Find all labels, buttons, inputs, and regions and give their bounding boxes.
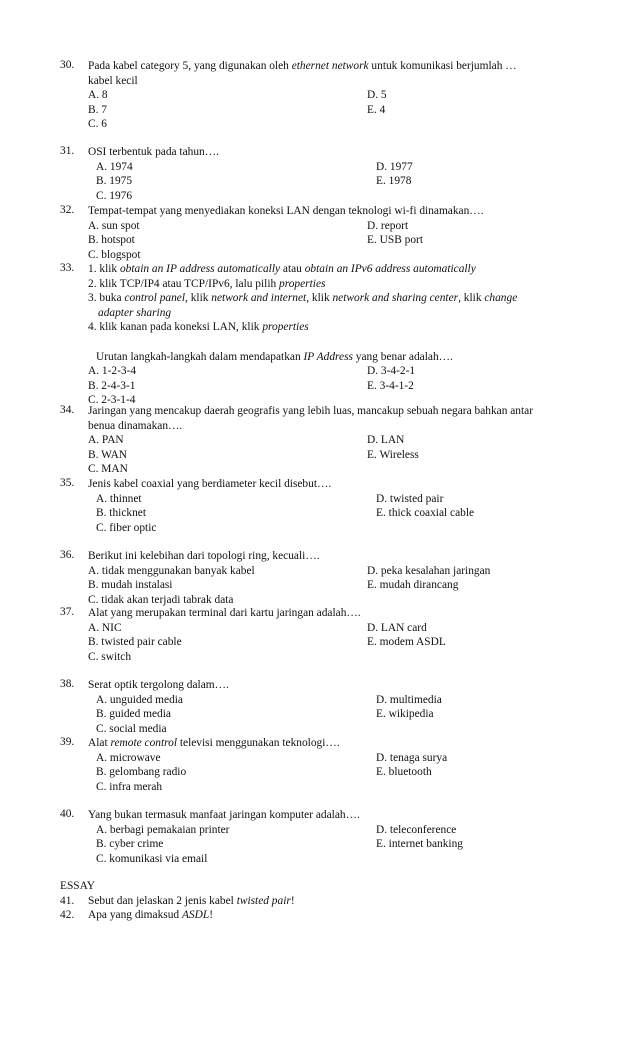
option-d: D. LAN card: [367, 621, 427, 634]
option-c: C. MAN: [88, 463, 128, 476]
option-a: A. 1-2-3-4: [88, 365, 137, 378]
question-number: 39.: [60, 736, 75, 748]
question-number: 37.: [60, 606, 75, 618]
option-d: D. teleconference: [376, 823, 457, 836]
essay-heading: ESSAY: [60, 880, 96, 892]
question-number: 30.: [60, 59, 75, 71]
option-b: B. thicknet: [96, 507, 146, 520]
question-number: 40.: [60, 808, 75, 820]
step-3: 3. buka control panel, klik network and internet, klik network and sharing center, klik change: [88, 292, 518, 305]
option-c: C. komunikasi via email: [96, 852, 208, 865]
step-3-continued: adapter sharing: [98, 306, 172, 319]
step-1: 1. klik obtain an IP address automatically atau obtain an IPv6 address automatically: [88, 263, 476, 275]
question-stem: OSI terbentuk pada tahun….: [88, 146, 219, 158]
option-b: B. twisted pair cable: [88, 636, 182, 649]
question-number: 33.: [60, 262, 75, 274]
option-b: B. guided media: [96, 708, 171, 721]
option-c: C. social media: [96, 722, 167, 735]
question-stem: Alat yang merupakan terminal dari kartu jaringan adalah….: [88, 607, 361, 619]
question-stem: Tempat-tempat yang menyediakan koneksi LAN dengan teknologi wi-fi dinamakan….: [88, 205, 484, 217]
essay-question-41: 41. Sebut dan jelaskan 2 jenis kabel twisted pair!: [60, 894, 295, 907]
option-d: D. LAN: [367, 434, 405, 447]
question-stem: Berikut ini kelebihan dari topologi ring, kecuali….: [88, 550, 320, 562]
option-b: B. 2-4-3-1: [88, 379, 136, 392]
question-number: 35.: [60, 477, 75, 489]
option-a: A. sun spot: [88, 219, 140, 232]
option-e: E. mudah dirancang: [367, 579, 459, 592]
option-b: B. 1975: [96, 175, 133, 188]
option-e: E. modem ASDL: [367, 636, 446, 649]
option-b: B. 7: [88, 103, 107, 116]
option-d: D. peka kesalahan jaringan: [367, 564, 491, 577]
option-e: E. thick coaxial cable: [376, 507, 475, 520]
question-stem: Yang bukan termasuk manfaat jaringan komputer adalah….: [88, 809, 360, 821]
option-d: D. 5: [367, 89, 387, 102]
option-d: D. tenaga surya: [376, 751, 448, 764]
option-e: E. 3-4-1-2: [367, 379, 414, 392]
option-e: E. 4: [367, 103, 386, 116]
step-2: 2. klik TCP/IP4 atau TCP/IPv6, lalu pilih properties: [88, 277, 326, 290]
question-stem: Alat remote control televisi menggunakan teknologi….: [88, 737, 340, 749]
option-a: A. PAN: [88, 434, 124, 447]
option-a: A. microwave: [96, 751, 161, 764]
question-stem-line-2: kabel kecil: [88, 74, 138, 87]
question-stem-line-1: Pada kabel category 5, yang digunakan oleh ethernet network untuk komunikasi berjumlah …: [88, 60, 517, 72]
option-a: A. NIC: [88, 621, 122, 634]
question-number: 31.: [60, 145, 75, 157]
option-e: E. USB port: [367, 234, 424, 247]
question-stem: Serat optik tergolong dalam….: [88, 679, 229, 691]
question-ask: Urutan langkah-langkah dalam mendapatkan IP Address yang benar adalah….: [96, 350, 453, 363]
option-a: A. 1974: [96, 160, 133, 173]
question-number: 34.: [60, 404, 75, 416]
question-31: [60, 145, 580, 203]
option-d: D. 3-4-2-1: [367, 365, 416, 378]
option-b: B. mudah instalasi: [88, 579, 173, 592]
option-b: B. gelombang radio: [96, 766, 187, 779]
option-e: E. bluetooth: [376, 766, 432, 779]
option-a: A. 8: [88, 89, 108, 102]
question-number: 36.: [60, 549, 75, 561]
option-c: C. tidak akan terjadi tabrak data: [88, 593, 234, 606]
option-e: E. internet banking: [376, 838, 463, 851]
option-c: C. 1976: [96, 189, 133, 202]
question-40: [60, 808, 580, 866]
question-stem-line-1: Jaringan yang mencakup daerah geografis yang lebih luas, mancakup sebuah negara bahkan antar: [88, 405, 534, 417]
question-30: [60, 59, 580, 132]
option-c: C. 6: [88, 118, 107, 131]
option-e: E. wikipedia: [376, 708, 434, 721]
essay-section: [60, 879, 295, 923]
option-c: C. switch: [88, 650, 132, 663]
question-stem: Jenis kabel coaxial yang berdiameter kecil disebut….: [88, 478, 332, 490]
option-e: E. Wireless: [367, 448, 419, 461]
question-stem-line-2: benua dinamakan….: [88, 419, 183, 432]
option-d: D. report: [367, 219, 409, 232]
step-4: 4. klik kanan pada koneksi LAN, klik properties: [88, 321, 309, 334]
option-d: D. 1977: [376, 160, 413, 173]
question-36: [60, 549, 580, 607]
question-35: [60, 477, 580, 535]
option-c: C. fiber optic: [96, 521, 157, 534]
question-32: [60, 204, 580, 262]
option-b: B. WAN: [88, 448, 128, 461]
essay-question-42: 42. Apa yang dimaksud ASDL!: [60, 909, 213, 922]
option-a: A. berbagi pemakaian printer: [96, 823, 230, 836]
option-b: B. cyber crime: [96, 838, 164, 851]
question-39: [60, 736, 580, 794]
option-b: B. hotspot: [88, 234, 135, 247]
option-a: A. tidak menggunakan banyak kabel: [88, 564, 255, 577]
option-e: E. 1978: [376, 175, 412, 188]
option-a: A. thinnet: [96, 492, 142, 505]
question-38: [60, 678, 580, 736]
question-34: [60, 404, 580, 477]
question-33: [60, 262, 580, 408]
question-number: 38.: [60, 678, 75, 690]
option-c: C. blogspot: [88, 248, 141, 261]
option-d: D. twisted pair: [376, 492, 444, 505]
option-a: A. unguided media: [96, 693, 183, 706]
option-c: C. infra merah: [96, 780, 163, 793]
option-d: D. multimedia: [376, 693, 442, 706]
question-number: 32.: [60, 204, 75, 216]
question-37: [60, 606, 580, 664]
option-c: C. 2-3-1-4: [88, 394, 136, 407]
